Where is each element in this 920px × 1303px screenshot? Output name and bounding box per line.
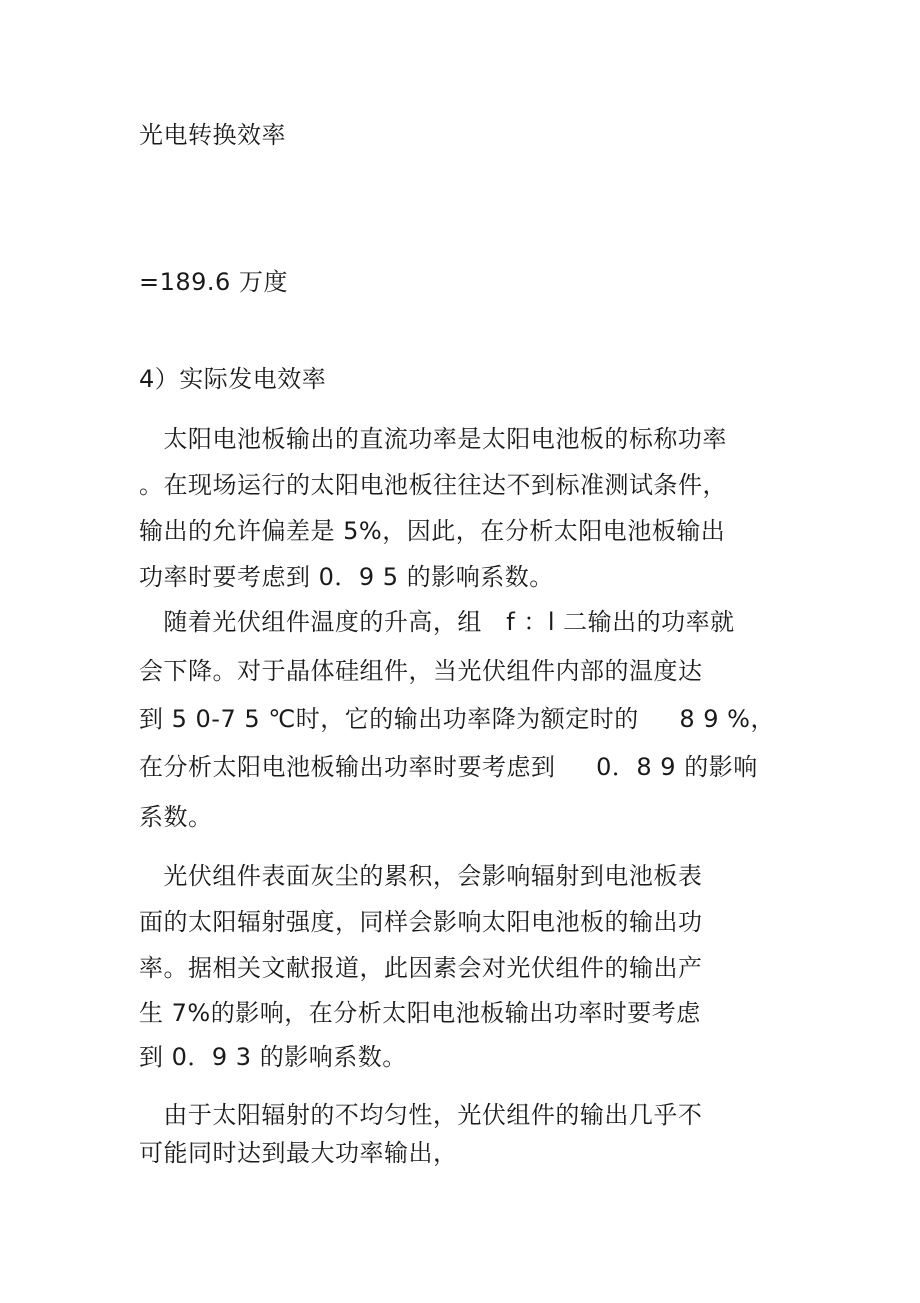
paragraph-line: 太阳电池板输出的直流功率是太阳电池板的标称功率 (139, 425, 727, 453)
paragraph-line: 光伏组件表面灰尘的累积，会影响辐射到电池板表 (139, 862, 703, 890)
result-value: =189.6 万度 (139, 268, 288, 296)
paragraph-line: 率。据相关文献报道，此因素会对光伏组件的输出产 (139, 954, 703, 982)
paragraph-line: 到 0．9 3 的影响系数。 (139, 1043, 407, 1071)
paragraph-line: 可能同时达到最大功率输出， (139, 1139, 458, 1167)
paragraph-line: 会下降。对于晶体硅组件，当光伏组件内部的温度达 (139, 657, 703, 685)
paragraph-line: 由于太阳辐射的不均匀性，光伏组件的输出几乎不 (139, 1101, 703, 1129)
paragraph-line: 。在现场运行的太阳电池板往往达不到标准测试条件， (139, 471, 727, 499)
paragraph-line: 随着光伏组件温度的升高，组 f ：l 二输出的功率就 (139, 608, 735, 636)
heading-efficiency: 光电转换效率 (139, 121, 286, 149)
paragraph-line: 系数。 (139, 803, 213, 831)
section-title: 4）实际发电效率 (139, 365, 327, 393)
paragraph-line: 面的太阳辐射强度，同样会影响太阳电池板的输出功 (139, 908, 703, 936)
paragraph-line: 到 5 0-7 5 ℃时，它的输出功率降为额定时的 8 9 %， (139, 705, 775, 733)
paragraph-line: 输出的允许偏差是 5%，因此，在分析太阳电池板输出 (139, 517, 726, 545)
paragraph-line: 功率时要考虑到 0．9 5 的影响系数。 (139, 563, 554, 591)
paragraph-line: 在分析太阳电池板输出功率时要考虑到 0．8 9 的影响 (139, 753, 758, 781)
paragraph-line: 生 7%的影响，在分析太阳电池板输出功率时要考虑 (139, 999, 701, 1027)
